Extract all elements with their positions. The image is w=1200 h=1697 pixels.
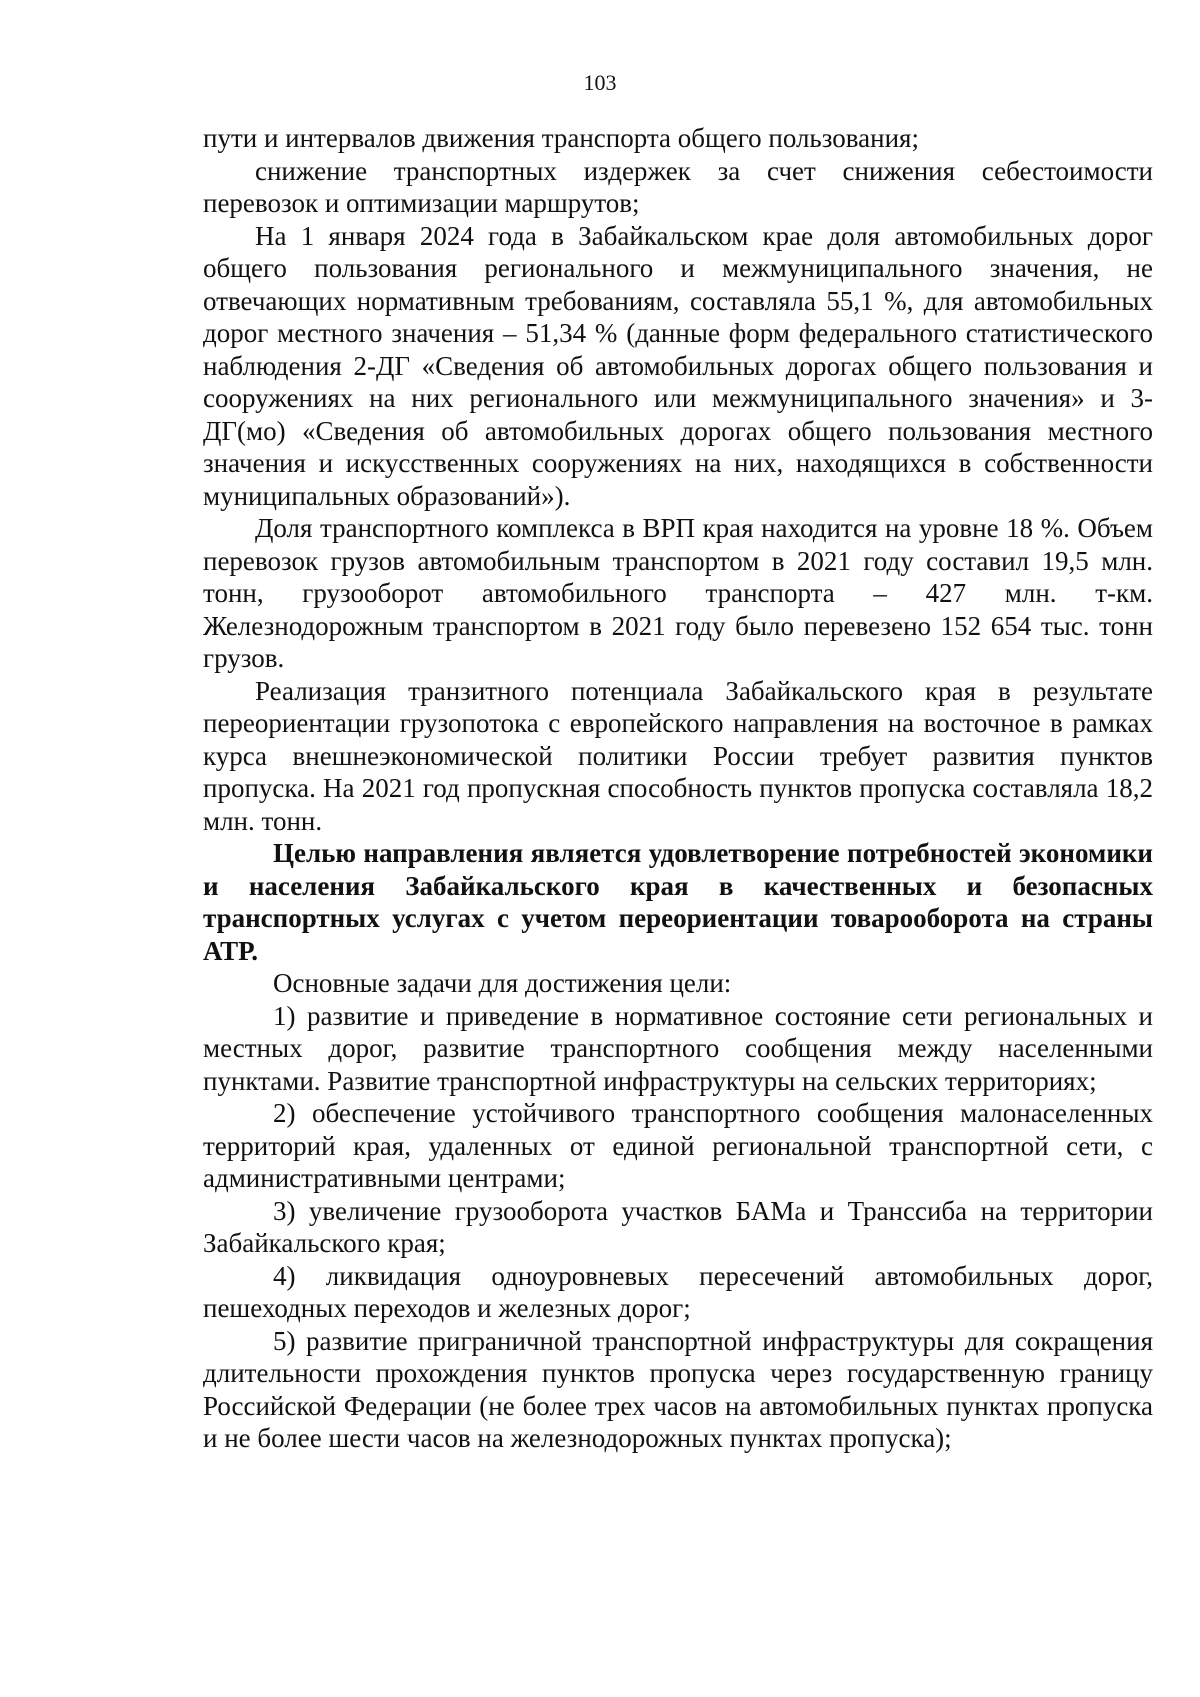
paragraph-road-statistics: На 1 января 2024 года в Забайкальском крае доля автомобильных дорог общего пользования регионального и межмуниципального значения, не отвечающих нормативным требованиям, составляла 55,1 %, для автомобильных дорог местного значения – 51,34 % (данные форм федерального статистического наблюдения 2-ДГ «Сведения об автомобильных дорогах общего пользования и сооружениях на них регионального или межмуниципального значения» и 3-ДГ(мо) «Сведения об автомобильных дорогах общего пользования местного значения и искусственных сооружениях на них, находящихся в собственности муниципальных образований»). xyxy=(203,220,1153,511)
document-body xyxy=(203,122,1153,1455)
task-item-1: 1) развитие и приведение в нормативное состояние сети региональных и местных дорог, развитие транспортного сообщения между населенными пунктами. Развитие транспортной инфраструктуры на сельских территориях; xyxy=(203,1000,1153,1096)
paragraph-cost-reduction: снижение транспортных издержек за счет снижения себестоимости перевозок и оптимизации маршрутов; xyxy=(203,155,1153,218)
task-item-5: 5) развитие приграничной транспортной инфраструктуры для сокращения длительности прохождения пунктов пропуска через государственную границу Российской Федерации (не более трех часов на автомобильных пунктах пропуска и не более шести часов на железнодорожных пунктах пропуска); xyxy=(203,1325,1153,1453)
paragraph-transit-potential: Реализация транзитного потенциала Забайкальского края в результате переориентации грузопотока с европейского направления на восточное в рамках курса внешнеэкономической политики России требует развития пунктов пропуска. На 2021 год пропускная способность пунктов пропуска составляла 18,2 млн. тонн. xyxy=(203,675,1153,836)
page-number: 103 xyxy=(583,70,617,95)
task-item-2: 2) обеспечение устойчивого транспортного сообщения малонаселенных территорий края, удаленных от единой региональной транспортной сети, с административными центрами; xyxy=(203,1098,1153,1193)
paragraph-goal: Целью направления является удовлетворение потребностей экономики и населения Забайкальского края в качественных и безопасных транспортных услугах с учетом переориентации товарооборота на страны АТР. xyxy=(203,838,1153,966)
task-item-4: 4) ликвидация одноуровневых пересечений автомобильных дорог, пешеходных переходов и железных дорог; xyxy=(203,1260,1153,1323)
task-item-3: 3) увеличение грузооборота участков БАМа и Транссиба на территории Забайкальского края; xyxy=(203,1195,1153,1258)
paragraph-tasks-intro: Основные задачи для достижения цели: xyxy=(273,968,732,998)
paragraph-transport-share: Доля транспортного комплекса в ВРП края находится на уровне 18 %. Объем перевозок грузов автомобильным транспортом в 2021 году составил 19,5 млн. тонн, грузооборот автомобильного транспорта – 427 млн. т-км. Железнодорожным транспортом в 2021 году было перевезено 152 654 тыс. тонн грузов. xyxy=(203,513,1153,673)
paragraph-continuation: пути и интервалов движения транспорта общего пользования; xyxy=(203,123,919,153)
